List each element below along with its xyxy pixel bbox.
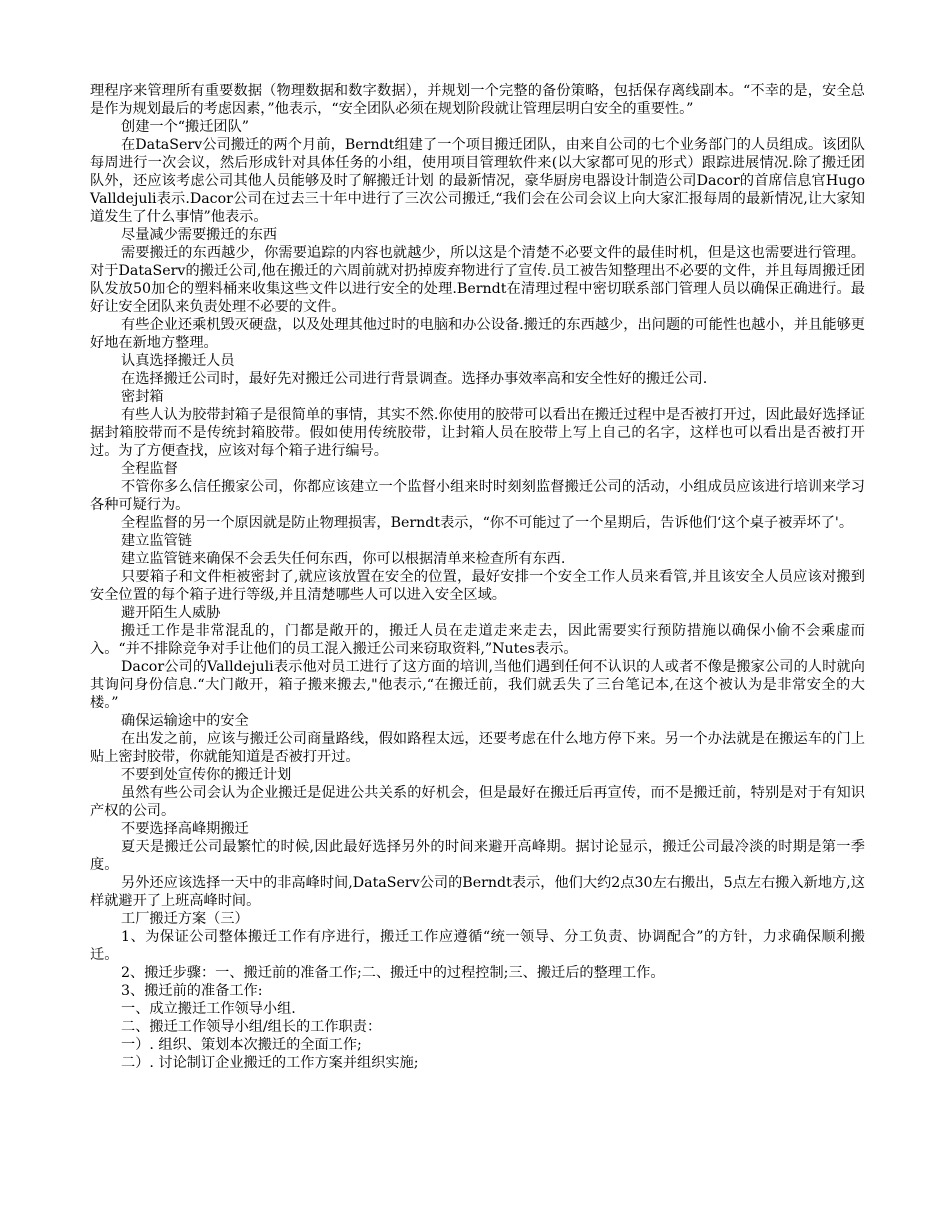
paragraph: 在出发之前，应该与搬迁公司商量路线，假如路程太远，还要考虑在什么地方停下来。另一个办法就是在搬运车的门上贴上密封胶带，你就能知道是否被打开过。 (90, 731, 865, 765)
paragraph: Dacor公司的Valldejuli表示他对员工进行了这方面的培训,当他们遇到任何不认识的人或者不像是搬家公司的人时就向其询问身份信息.“大门敞开，箱子搬来搬去,"他表示,“在搬迁前，我们就丢失了三台笔记本,在这个被认为是非常安全的大楼。” (90, 659, 865, 711)
list-item: 一、成立搬迁工作领导小组. (121, 1001, 296, 1017)
section-heading: 工厂搬迁方案（三） (121, 911, 249, 927)
section-heading: 密封箱 (121, 389, 164, 405)
paragraph: 3、搬迁前的准备工作: (121, 983, 263, 999)
paragraph: 全程监督的另一个原因就是防止物理损害，Berndt表示，“你不可能过了一个星期后，告诉他们‘这个桌子被弄坏了'。 (121, 515, 854, 531)
section-heading: 认真选择搬迁人员 (121, 353, 235, 369)
paragraph: 不管你多么信任搬家公司，你都应该建立一个监督小组来时时刻刻监督搬迁公司的活动，小组成员应该进行培训来学习各种可疑行为。 (90, 479, 865, 513)
paragraph: 建立监管链来确保不会丢失任何东西，你可以根据清单来检查所有东西. (121, 551, 566, 567)
paragraph: 另外还应该选择一天中的非高峰时间,DataServ公司的Berndt表示，他们大约2点30左右搬出，5点左右搬入新地方,这样就避开了上班高峰时间。 (90, 875, 865, 909)
section-heading: 建立监管链 (121, 533, 192, 549)
section-heading: 创建一个“搬迁团队” (121, 119, 250, 135)
paragraph: 只要箱子和文件柜被密封了,就应该放置在安全的位置，最好安排一个安全工作人员来看管,并且该安全人员应该对搬到安全位置的每个箱子进行等级,并且清楚哪些人可以进入安全区域。 (90, 569, 865, 603)
paragraph: 在选择搬迁公司时，最好先对搬迁公司进行背景调查。选择办事效率高和安全性好的搬迁公司. (121, 371, 708, 387)
section-heading: 不要到处宣传你的搬迁计划 (121, 767, 292, 783)
document-page (90, 82, 865, 1072)
paragraph: 2、搬迁步骤：一、搬迁前的准备工作;二、搬迁中的过程控制;三、搬迁后的整理工作。 (121, 965, 665, 981)
paragraph: 在DataServ公司搬迁的两个月前，Berndt组建了一个项目搬迁团队，由来自公司的七个业务部门的人员组成。该团队每周进行一次会议，然后形成针对具体任务的小组，使用项目管理软件来(以大家都可见的形式）跟踪进展情况.除了搬迁团队外，还应该考虑公司其他人员能够及时了解搬迁计划 的最新情况，豪华厨房电器设计制造公司Dacor的首席信息官Hugo Valldejuli表示.Dacor公司在过去三十年中进行了三次公司搬迁,“我们会在公司会议上向大家汇报每周的最新情况,让大家知道发生了什么事情”他表示。 (90, 137, 865, 225)
paragraph: 夏天是搬迁公司最繁忙的时候,因此最好选择另外的时间来避开高峰期。据讨论显示，搬迁公司最冷淡的时期是第一季度。 (90, 839, 865, 873)
paragraph: 需要搬迁的东西越少，你需要追踪的内容也就越少，所以这是个清楚不必要文件的最佳时机，但是这也需要进行管理。对于DataServ的搬迁公司,他在搬迁的六周前就对扔掉废弃物进行了宣传.员工被告知整理出不必要的文件，并且每周搬迁团队发放50加仑的塑料桶来收集这些文件以进行安全的处理.Berndt在清理过程中密切联系部门管理人员以确保正确进行。最好让安全团队来负责处理不必要的文件。 (90, 245, 865, 315)
section-heading: 不要选择高峰期搬迁 (121, 821, 249, 837)
section-heading: 避开陌生人威胁 (121, 605, 221, 621)
paragraph: 理程序来管理所有重要数据（物理数据和数字数据），并规划一个完整的备份策略，包括保存离线副本。“不幸的是，安全总是作为规划最后的考虑因素，”他表示，“安全团队必须在规划阶段就让管理层明白安全的重要性。” (90, 83, 865, 117)
section-heading: 尽量减少需要搬迁的东西 (121, 227, 278, 243)
section-heading: 确保运输途中的安全 (121, 713, 249, 729)
paragraph: 虽然有些公司会认为企业搬迁是促进公共关系的好机会，但是最好在搬迁后再宣传，而不是搬迁前，特别是对于有知识产权的公司。 (90, 785, 865, 819)
paragraph: 1、为保证公司整体搬迁工作有序进行，搬迁工作应遵循“统一领导、分工负责、协调配合”的方针，力求确保顺利搬迁。 (90, 929, 865, 963)
paragraph: 有些企业还乘机毁灭硬盘，以及处理其他过时的电脑和办公设备.搬迁的东西越少，出问题的可能性也越小，并且能够更好地在新地方整理。 (90, 317, 865, 351)
paragraph: 有些人认为胶带封箱子是很简单的事情，其实不然.你使用的胶带可以看出在搬迁过程中是否被打开过，因此最好选择证据封箱胶带而不是传统封箱胶带。假如使用传统胶带，让封箱人员在胶带上写上自己的名字，这样也可以看出是否被打开过。为了方便查找，应该对每个箱子进行编号。 (90, 407, 865, 459)
list-item: 二）. 讨论制订企业搬迁的工作方案并组织实施; (121, 1055, 419, 1071)
list-item: 一）. 组织、策划本次搬迁的全面工作; (121, 1037, 362, 1053)
paragraph: 搬迁工作是非常混乱的，门都是敞开的，搬迁人员在走道走来走去，因此需要实行预防措施以确保小偷不会乘虚而入。“并不排除竞争对手让他们的员工混入搬迁公司来窃取资料,”Nutes表示。 (90, 623, 865, 657)
section-heading: 全程监督 (121, 461, 178, 477)
list-item: 二、搬迁工作领导小组/组长的工作职责： (121, 1019, 382, 1035)
